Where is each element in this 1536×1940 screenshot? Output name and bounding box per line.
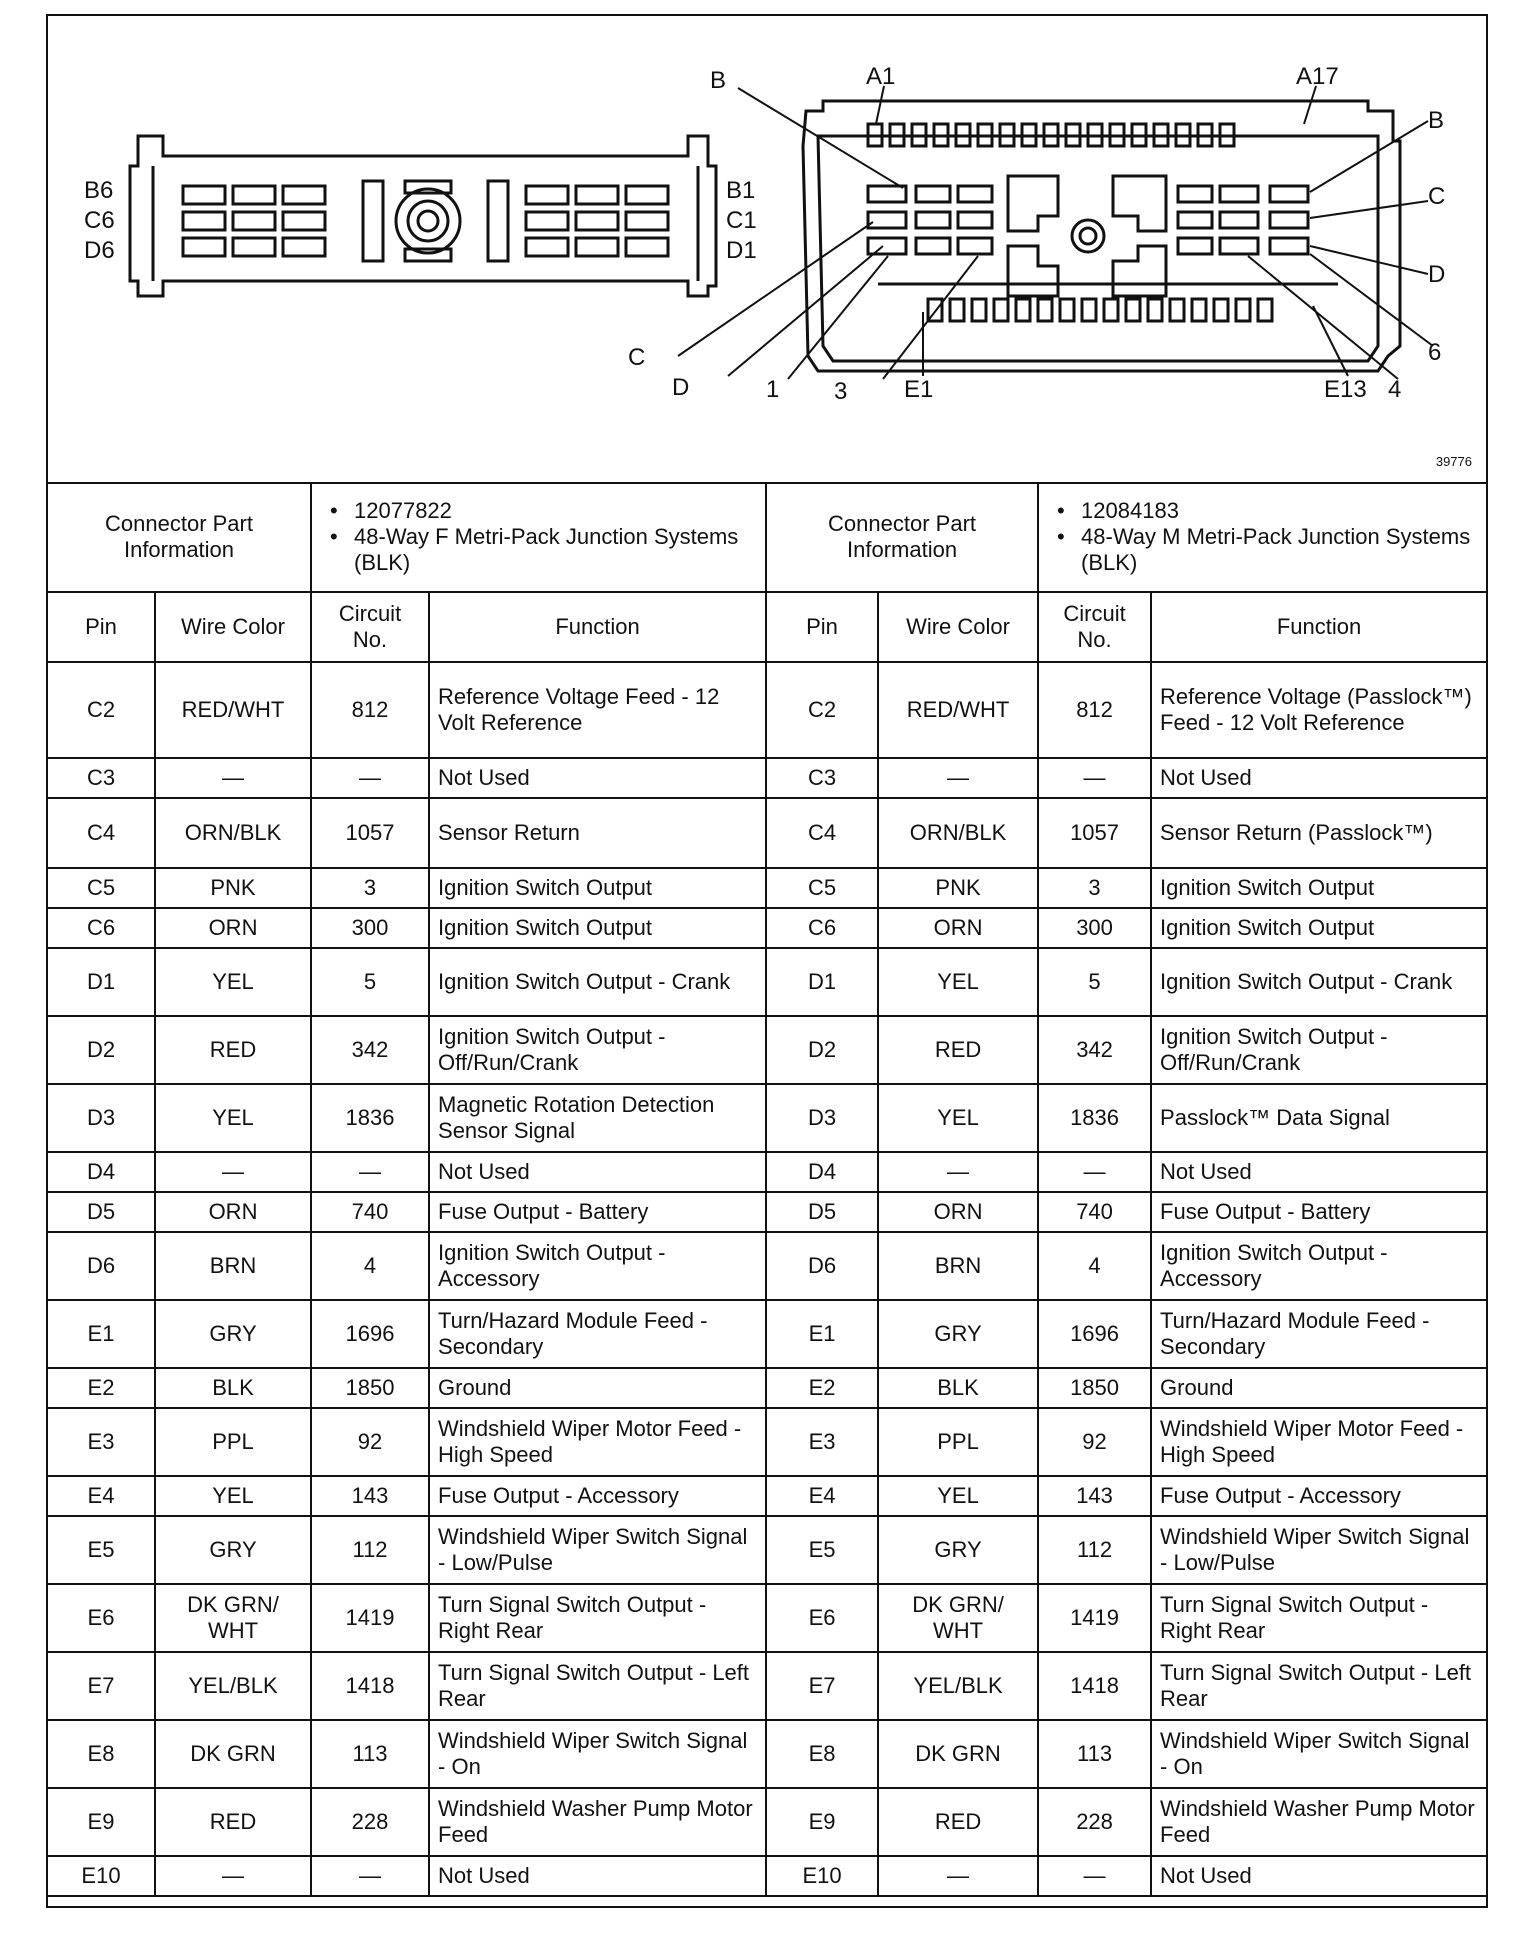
cell-right-function: Ignition Switch Output - Crank <box>1151 948 1486 1016</box>
cell-left-wire: PPL <box>155 1408 311 1476</box>
cell-left-circuit: — <box>311 1152 429 1192</box>
col-header-circuit: Circuit No. <box>1038 592 1151 662</box>
cell-left-wire: RED <box>155 1016 311 1084</box>
cell-left-wire: DK GRN <box>155 1720 311 1788</box>
cell-right-wire: — <box>878 1856 1038 1896</box>
part-number-left: • 12077822 <box>330 498 757 524</box>
cell-right-wire: ORN <box>878 1192 1038 1232</box>
table-row <box>48 1516 1486 1584</box>
label-d-bottom: D <box>672 374 690 401</box>
pinout-table <box>48 482 1486 1897</box>
cell-right-wire: YEL/BLK <box>878 1652 1038 1720</box>
cell-left-wire: YEL <box>155 1084 311 1152</box>
cell-left-circuit: 3 <box>311 868 429 908</box>
cell-right-circuit: 1696 <box>1038 1300 1151 1368</box>
label-b-top: B <box>710 67 727 94</box>
cell-left-function: Not Used <box>429 1152 766 1192</box>
cell-left-circuit: 4 <box>311 1232 429 1300</box>
cell-right-function: Ignition Switch Output <box>1151 908 1486 948</box>
cell-right-wire: — <box>878 758 1038 798</box>
cell-right-wire: BLK <box>878 1368 1038 1408</box>
table-row <box>48 1192 1486 1232</box>
label-d6: D6 <box>84 237 115 264</box>
cell-right-pin: C2 <box>766 662 878 758</box>
cell-left-function: Windshield Wiper Switch Signal - Low/Pulse <box>429 1516 766 1584</box>
cell-left-circuit: 1836 <box>311 1084 429 1152</box>
cell-left-function: Ignition Switch Output - Accessory <box>429 1232 766 1300</box>
cell-right-circuit: 113 <box>1038 1720 1151 1788</box>
connector-info-left <box>311 482 766 592</box>
cell-right-pin: E1 <box>766 1300 878 1368</box>
label-b-right: B <box>1428 107 1445 134</box>
cell-right-pin: D3 <box>766 1084 878 1152</box>
connector-diagram <box>48 16 1486 484</box>
cell-left-pin: E6 <box>48 1584 155 1652</box>
cell-left-wire: GRY <box>155 1516 311 1584</box>
cell-left-function: Turn Signal Switch Output - Left Rear <box>429 1652 766 1720</box>
connector-info-row <box>48 482 1486 592</box>
col-header-wire-color: Wire Color <box>878 592 1038 662</box>
cell-left-function: Fuse Output - Accessory <box>429 1476 766 1516</box>
cell-left-pin: E9 <box>48 1788 155 1856</box>
cell-left-circuit: 112 <box>311 1516 429 1584</box>
cell-left-circuit: 342 <box>311 1016 429 1084</box>
cell-left-function: Ignition Switch Output - Off/Run/Crank <box>429 1016 766 1084</box>
cell-right-function: Passlock™ Data Signal <box>1151 1084 1486 1152</box>
cell-right-circuit: 5 <box>1038 948 1151 1016</box>
cell-right-function: Not Used <box>1151 1856 1486 1896</box>
cell-left-function: Windshield Wiper Motor Feed - High Speed <box>429 1408 766 1476</box>
label-e1: E1 <box>904 376 934 403</box>
cell-right-function: Ground <box>1151 1368 1486 1408</box>
cell-right-function: Ignition Switch Output - Off/Run/Crank <box>1151 1016 1486 1084</box>
label-6: 6 <box>1428 339 1442 366</box>
col-header-pin: Pin <box>766 592 878 662</box>
cell-right-pin: E7 <box>766 1652 878 1720</box>
cell-left-function: Not Used <box>429 1856 766 1896</box>
cell-right-pin: E4 <box>766 1476 878 1516</box>
table-row <box>48 1476 1486 1516</box>
cell-right-circuit: — <box>1038 758 1151 798</box>
cell-right-pin: E10 <box>766 1856 878 1896</box>
table-row <box>48 1788 1486 1856</box>
cell-right-wire: DK GRN <box>878 1720 1038 1788</box>
cell-left-pin: E5 <box>48 1516 155 1584</box>
label-b6: B6 <box>84 177 114 204</box>
cell-right-pin: E3 <box>766 1408 878 1476</box>
cell-right-wire: RED/WHT <box>878 662 1038 758</box>
cell-left-circuit: 5 <box>311 948 429 1016</box>
cell-right-circuit: 300 <box>1038 908 1151 948</box>
cell-left-pin: D2 <box>48 1016 155 1084</box>
cell-right-circuit: 1419 <box>1038 1584 1151 1652</box>
cell-right-circuit: 342 <box>1038 1016 1151 1084</box>
cell-left-function: Turn/Hazard Module Feed - Secondary <box>429 1300 766 1368</box>
cell-left-function: Sensor Return <box>429 798 766 868</box>
table-row <box>48 1584 1486 1652</box>
cell-left-circuit: 1419 <box>311 1584 429 1652</box>
table-row <box>48 1084 1486 1152</box>
col-header-function: Function <box>429 592 766 662</box>
table-row <box>48 1856 1486 1896</box>
cell-left-wire: — <box>155 758 311 798</box>
cell-right-wire: BRN <box>878 1232 1038 1300</box>
cell-left-function: Windshield Washer Pump Motor Feed <box>429 1788 766 1856</box>
cell-right-circuit: 112 <box>1038 1516 1151 1584</box>
cell-right-function: Sensor Return (Passlock™) <box>1151 798 1486 868</box>
cell-left-function: Ignition Switch Output - Crank <box>429 948 766 1016</box>
cell-left-pin: E8 <box>48 1720 155 1788</box>
cell-left-wire: GRY <box>155 1300 311 1368</box>
label-d1: D1 <box>726 237 757 264</box>
cell-left-function: Not Used <box>429 758 766 798</box>
table-row <box>48 1652 1486 1720</box>
label-b1: B1 <box>726 177 756 204</box>
part-number-right: • 12084183 <box>1057 498 1478 524</box>
cell-left-wire: BRN <box>155 1232 311 1300</box>
cell-left-function: Ignition Switch Output <box>429 908 766 948</box>
cell-right-pin: E6 <box>766 1584 878 1652</box>
table-row <box>48 1232 1486 1300</box>
cell-right-function: Windshield Washer Pump Motor Feed <box>1151 1788 1486 1856</box>
cell-right-pin: C5 <box>766 868 878 908</box>
cell-left-pin: D5 <box>48 1192 155 1232</box>
cell-left-wire: RED/WHT <box>155 662 311 758</box>
cell-left-wire: RED <box>155 1788 311 1856</box>
cell-left-pin: D1 <box>48 948 155 1016</box>
cell-right-circuit: 228 <box>1038 1788 1151 1856</box>
cell-right-pin: E5 <box>766 1516 878 1584</box>
cell-right-pin: D4 <box>766 1152 878 1192</box>
cell-right-circuit: 92 <box>1038 1408 1151 1476</box>
connector-info-right <box>1038 482 1486 592</box>
cell-right-function: Turn/Hazard Module Feed - Secondary <box>1151 1300 1486 1368</box>
cell-right-wire: ORN <box>878 908 1038 948</box>
label-4: 4 <box>1388 376 1402 403</box>
table-row <box>48 908 1486 948</box>
cell-right-function: Not Used <box>1151 1152 1486 1192</box>
cell-left-circuit: 1418 <box>311 1652 429 1720</box>
cell-left-function: Fuse Output - Battery <box>429 1192 766 1232</box>
cell-left-circuit: 228 <box>311 1788 429 1856</box>
cell-left-function: Turn Signal Switch Output - Right Rear <box>429 1584 766 1652</box>
cell-right-circuit: 1418 <box>1038 1652 1151 1720</box>
table-row <box>48 1408 1486 1476</box>
label-3: 3 <box>834 378 848 405</box>
cell-left-wire: BLK <box>155 1368 311 1408</box>
cell-left-wire: — <box>155 1856 311 1896</box>
cell-left-pin: C5 <box>48 868 155 908</box>
cell-right-function: Not Used <box>1151 758 1486 798</box>
cell-left-pin: E4 <box>48 1476 155 1516</box>
cell-left-function: Windshield Wiper Switch Signal - On <box>429 1720 766 1788</box>
cell-right-wire: PPL <box>878 1408 1038 1476</box>
cell-right-function: Turn Signal Switch Output - Left Rear <box>1151 1652 1486 1720</box>
cell-left-pin: E1 <box>48 1300 155 1368</box>
table-row <box>48 758 1486 798</box>
table-row <box>48 1016 1486 1084</box>
cell-right-wire: RED <box>878 1016 1038 1084</box>
col-header-pin: Pin <box>48 592 155 662</box>
cell-right-wire: ORN/BLK <box>878 798 1038 868</box>
cell-left-function: Reference Voltage Feed - 12 Volt Reference <box>429 662 766 758</box>
cell-right-pin: C4 <box>766 798 878 868</box>
cell-left-circuit: — <box>311 1856 429 1896</box>
cell-left-pin: C6 <box>48 908 155 948</box>
cell-left-circuit: 300 <box>311 908 429 948</box>
label-c-right: C <box>1428 183 1446 210</box>
column-header-row <box>48 592 1486 662</box>
label-d-right: D <box>1428 261 1446 288</box>
cell-left-pin: E2 <box>48 1368 155 1408</box>
cell-right-circuit: 812 <box>1038 662 1151 758</box>
cell-right-circuit: 143 <box>1038 1476 1151 1516</box>
right-connector-drawing <box>678 86 1433 379</box>
cell-left-circuit: 740 <box>311 1192 429 1232</box>
cell-right-wire: GRY <box>878 1516 1038 1584</box>
col-header-circuit: Circuit No. <box>311 592 429 662</box>
table-row <box>48 948 1486 1016</box>
cell-left-wire: YEL <box>155 948 311 1016</box>
cell-right-pin: C6 <box>766 908 878 948</box>
cell-right-function: Ignition Switch Output <box>1151 868 1486 908</box>
cell-right-function: Windshield Wiper Motor Feed - High Speed <box>1151 1408 1486 1476</box>
table-row <box>48 868 1486 908</box>
cell-right-wire: DK GRN/ WHT <box>878 1584 1038 1652</box>
cell-right-function: Windshield Wiper Switch Signal - On <box>1151 1720 1486 1788</box>
table-row <box>48 798 1486 868</box>
cell-right-wire: YEL <box>878 1084 1038 1152</box>
label-e13: E13 <box>1324 376 1367 403</box>
cell-left-wire: DK GRN/ WHT <box>155 1584 311 1652</box>
col-header-wire-color: Wire Color <box>155 592 311 662</box>
label-c-left: C <box>628 344 646 371</box>
cell-right-circuit: 4 <box>1038 1232 1151 1300</box>
cell-right-circuit: 3 <box>1038 868 1151 908</box>
col-header-function: Function <box>1151 592 1486 662</box>
connector-drawings <box>48 16 1486 482</box>
table-row <box>48 1300 1486 1368</box>
cell-left-wire: — <box>155 1152 311 1192</box>
cell-right-pin: E8 <box>766 1720 878 1788</box>
cell-right-function: Turn Signal Switch Output - Right Rear <box>1151 1584 1486 1652</box>
cell-right-wire: — <box>878 1152 1038 1192</box>
cell-left-pin: E3 <box>48 1408 155 1476</box>
cell-right-wire: GRY <box>878 1300 1038 1368</box>
cell-right-function: Ignition Switch Output - Accessory <box>1151 1232 1486 1300</box>
cell-right-circuit: 740 <box>1038 1192 1151 1232</box>
connector-info-label-left: Connector Part Information <box>48 482 311 592</box>
figure-number: 39776 <box>1435 454 1472 469</box>
cell-right-pin: D2 <box>766 1016 878 1084</box>
cell-right-pin: D1 <box>766 948 878 1016</box>
connector-info-label-right: Connector Part Information <box>766 482 1038 592</box>
cell-right-circuit: 1836 <box>1038 1084 1151 1152</box>
table-row <box>48 1368 1486 1408</box>
cell-left-wire: YEL <box>155 1476 311 1516</box>
cell-left-circuit: 92 <box>311 1408 429 1476</box>
label-a17: A17 <box>1296 63 1339 90</box>
table-row <box>48 1720 1486 1788</box>
connector-description-right: • 48-Way M Metri-Pack Junction Systems (BLK) <box>1057 524 1478 576</box>
cell-left-circuit: — <box>311 758 429 798</box>
cell-left-circuit: 113 <box>311 1720 429 1788</box>
cell-right-wire: YEL <box>878 948 1038 1016</box>
cell-left-wire: YEL/BLK <box>155 1652 311 1720</box>
cell-left-circuit: 143 <box>311 1476 429 1516</box>
cell-right-pin: E9 <box>766 1788 878 1856</box>
cell-right-function: Fuse Output - Accessory <box>1151 1476 1486 1516</box>
cell-left-circuit: 812 <box>311 662 429 758</box>
cell-left-pin: C4 <box>48 798 155 868</box>
label-c1: C1 <box>726 207 757 234</box>
cell-right-function: Fuse Output - Battery <box>1151 1192 1486 1232</box>
cell-left-pin: C2 <box>48 662 155 758</box>
cell-right-pin: C3 <box>766 758 878 798</box>
label-1: 1 <box>766 376 780 403</box>
cell-right-wire: PNK <box>878 868 1038 908</box>
cell-right-wire: YEL <box>878 1476 1038 1516</box>
cell-left-pin: E10 <box>48 1856 155 1896</box>
left-connector-drawing <box>130 136 716 296</box>
cell-right-circuit: — <box>1038 1152 1151 1192</box>
cell-left-pin: C3 <box>48 758 155 798</box>
cell-left-circuit: 1057 <box>311 798 429 868</box>
table-row <box>48 662 1486 758</box>
cell-left-circuit: 1850 <box>311 1368 429 1408</box>
label-a1: A1 <box>866 63 896 90</box>
cell-left-pin: E7 <box>48 1652 155 1720</box>
cell-left-pin: D3 <box>48 1084 155 1152</box>
cell-right-pin: E2 <box>766 1368 878 1408</box>
cell-right-circuit: 1850 <box>1038 1368 1151 1408</box>
cell-right-function: Windshield Wiper Switch Signal - Low/Pulse <box>1151 1516 1486 1584</box>
label-c6: C6 <box>84 207 115 234</box>
cell-right-circuit: 1057 <box>1038 798 1151 868</box>
cell-left-wire: ORN <box>155 908 311 948</box>
cell-left-wire: ORN/BLK <box>155 798 311 868</box>
page-frame <box>46 14 1488 1908</box>
cell-left-wire: PNK <box>155 868 311 908</box>
cell-left-wire: ORN <box>155 1192 311 1232</box>
cell-left-circuit: 1696 <box>311 1300 429 1368</box>
table-row <box>48 1152 1486 1192</box>
cell-right-function: Reference Voltage (Passlock™) Feed - 12 Volt Reference <box>1151 662 1486 758</box>
connector-description-left: • 48-Way F Metri-Pack Junction Systems (BLK) <box>330 524 757 576</box>
cell-left-function: Magnetic Rotation Detection Sensor Signal <box>429 1084 766 1152</box>
cell-left-pin: D4 <box>48 1152 155 1192</box>
cell-right-pin: D6 <box>766 1232 878 1300</box>
cell-right-pin: D5 <box>766 1192 878 1232</box>
cell-right-circuit: — <box>1038 1856 1151 1896</box>
cell-right-wire: RED <box>878 1788 1038 1856</box>
cell-left-function: Ignition Switch Output <box>429 868 766 908</box>
cell-left-function: Ground <box>429 1368 766 1408</box>
cell-left-pin: D6 <box>48 1232 155 1300</box>
